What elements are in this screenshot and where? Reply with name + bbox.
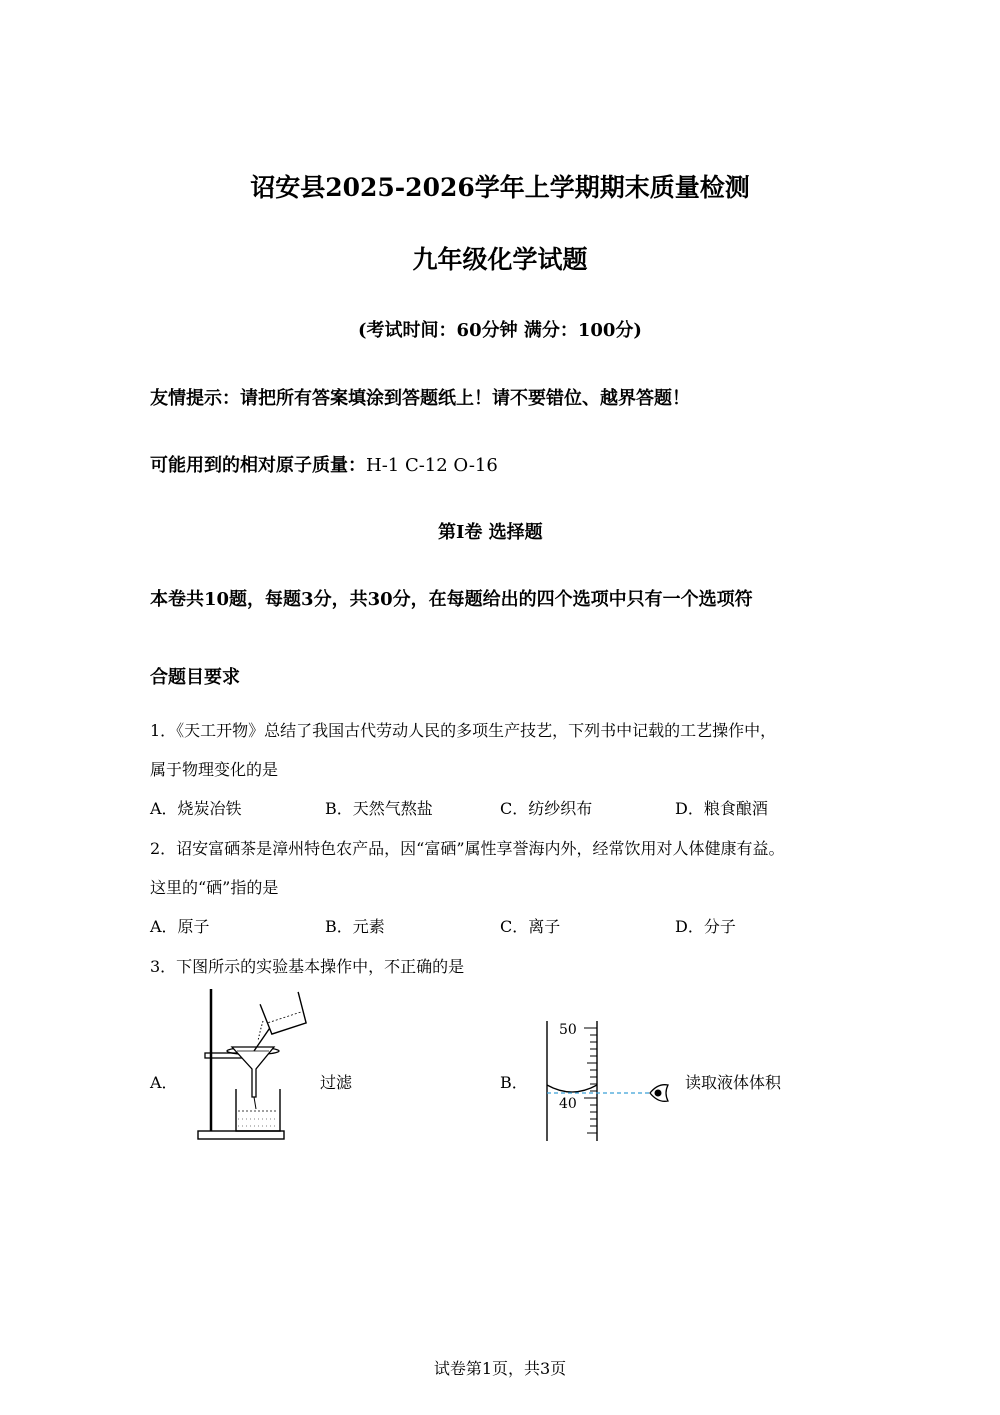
question-2-stem-line2: 这里的“硒”指的是 [150,878,279,897]
section-instruction-line2: 合题目要求 [150,667,240,688]
atomic-mass-line [150,451,498,477]
question-2-stem-line1: 2．诏安富硒茶是漳州特色农产品，因“富硒”属性享誉海内外，经常饮用对人体健康有益。 [150,839,785,858]
scale-label-top: 50 [559,1022,577,1038]
scale-label-bottom: 40 [559,1096,577,1112]
atomic-mass-values: H-1 C-12 O-16 [366,455,498,476]
question-2-option-d: D．分子 [675,917,736,936]
figure-a-label: A． [150,1073,178,1092]
receiving-beaker [236,1089,280,1131]
question-2-option-a: A．原子 [150,917,210,936]
funnel [232,1047,274,1097]
stand-base [198,1131,284,1139]
eye-icon [650,1085,668,1102]
question-3-stem: 3．下图所示的实验基本操作中，不正确的是 [150,957,465,976]
question-2-option-b: B．元素 [325,917,385,936]
exam-title: 诏安县2025-2026学年上学期期末质量检测 [250,173,750,202]
figure-b-label: B． [500,1073,528,1092]
section-heading: 第I卷 选择题 [438,522,543,543]
atomic-mass-label: 可能用到的相对原子质量： [150,455,366,476]
question-1-stem-line1: 1．《天工开物》总结了我国古代劳动人民的多项生产技艺，下列书中记载的工艺操作中， [150,721,777,740]
page-footer: 试卷第1页，共3页 [433,1359,567,1378]
question-1-option-a: A．烧炭冶铁 [150,799,242,818]
question-1-option-b: B．天然气熬盐 [325,799,433,818]
question-1-option-c: C．纺纱织布 [500,799,593,818]
scale-ticks [584,1028,597,1133]
question-1-stem-line2: 属于物理变化的是 [150,760,279,779]
section-instruction-line1: 本卷共10题，每题3分，共30分，在每题给出的四个选项中只有一个选项符 [150,589,753,610]
graduated-cylinder-figure [540,1015,675,1143]
figure-b-caption: 读取液体体积 [685,1073,782,1092]
question-1-option-d: D．粮食酿酒 [675,799,768,818]
liquid-meniscus [547,1085,597,1092]
question-2-option-c: C．离子 [500,917,561,936]
reminder-text: 友情提示：请把所有答案填涂到答题纸上！请不要错位、越界答题！ [150,388,690,409]
figure-a-caption: 过滤 [320,1073,353,1092]
exam-info: (考试时间：60分钟 满分：100分) [358,320,642,341]
pouring-beaker [260,992,308,1035]
exam-subtitle: 九年级化学试题 [412,245,588,274]
filtration-apparatus-figure [190,985,320,1145]
